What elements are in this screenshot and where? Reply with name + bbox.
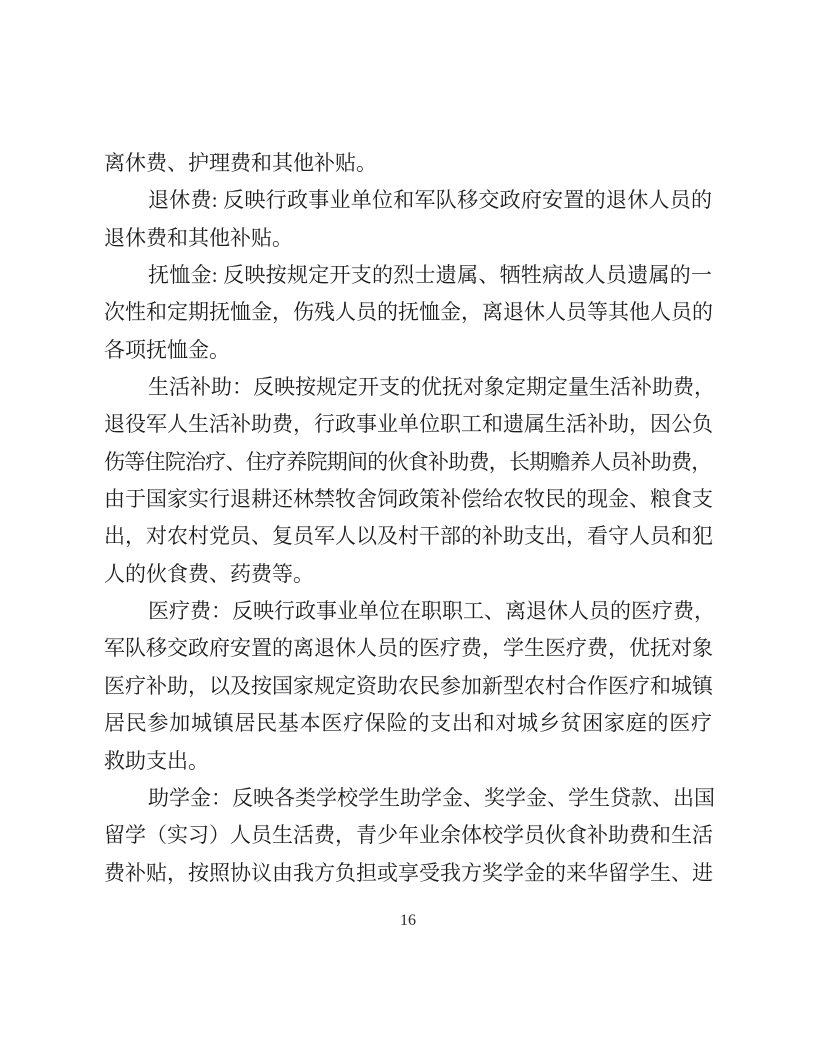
text-line: 各项抚恤金。 bbox=[104, 337, 230, 362]
text-line: 医疗费：反映行政事业单位在职职工、离退休人员的医疗费， bbox=[148, 599, 715, 624]
text-line: 退休费和其他补贴。 bbox=[104, 225, 293, 250]
text-line: 居民参加城镇居民基本医疗保险的支出和对城乡贫困家庭的医疗 bbox=[104, 711, 712, 736]
text-line: 救助支出。 bbox=[104, 748, 209, 773]
page-number: 16 bbox=[400, 912, 416, 929]
text-line: 退休费: 反映行政事业单位和军队移交政府安置的退休人员的 bbox=[148, 188, 712, 213]
text-line: 伤等住院治疗、住疗养院期间的伙食补助费，长期赡养人员补助费， bbox=[104, 449, 712, 474]
text-line: 留学（实习）人员生活费，青少年业余体校学员伙食补助费和生活 bbox=[104, 823, 713, 848]
text-line: 由于国家实行退耕还林禁牧舍饲政策补偿给农牧民的现金、粮食支 bbox=[104, 487, 713, 512]
body-text bbox=[104, 145, 715, 892]
text-line: 次性和定期抚恤金，伤残人员的抚恤金，离退休人员等其他人员的 bbox=[104, 300, 713, 325]
text-line: 出，对农村党员、复员军人以及村干部的补助支出，看守人员和犯 bbox=[104, 524, 713, 549]
text-line: 费补贴，按照协议由我方负担或享受我方奖学金的来华留学生、进 bbox=[104, 860, 713, 885]
text-line: 生活补助：反映按规定开支的优抚对象定期定量生活补助费， bbox=[148, 375, 715, 400]
text-line: 医疗补助，以及按国家规定资助农民参加新型农村合作医疗和城镇 bbox=[104, 673, 713, 698]
text-line: 军队移交政府安置的离退休人员的医疗费，学生医疗费，优抚对象 bbox=[104, 636, 713, 661]
text-line: 退役军人生活补助费，行政事业单位职工和遗属生活补助，因公负 bbox=[104, 412, 713, 437]
text-line: 助学金：反映各类学校学生助学金、奖学金、学生贷款、出国 bbox=[148, 785, 715, 810]
text-line: 抚恤金: 反映按规定开支的烈士遗属、牺牲病故人员遗属的一 bbox=[148, 263, 712, 288]
text-line: 离休费、护理费和其他补贴。 bbox=[104, 151, 377, 175]
text-line: 人的伙食费、药费等。 bbox=[104, 561, 314, 586]
